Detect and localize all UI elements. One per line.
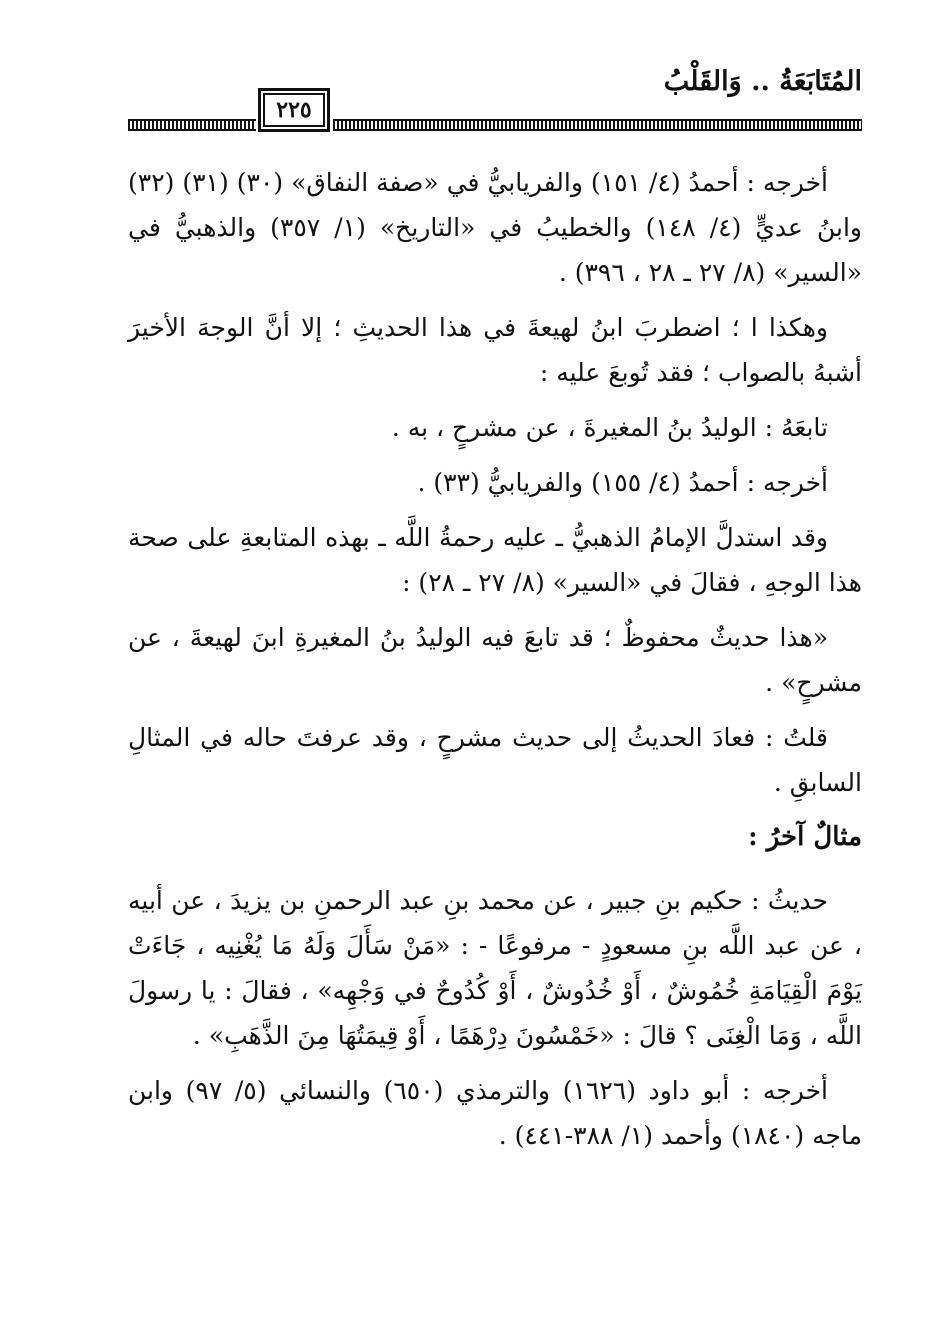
hadith-paragraph: حديثُ : حكيم بنِ جبير ، عن محمد بنِ عبد الرحمنِ بن يزيدَ ، عن أبيه ، عن عبد اللَّه بنِ مسعودٍ - مرفوعًا - : «مَنْ سَأَلَ وَلَهُ مَا يُغْنِيه ، جَاءَتْ يَوْمَ الْقِيَامَةِ خُمُوشٌ ، أَوْ خُدُوشٌ ، أَوْ كُدُوحٌ في وَجْهِه» ، فقالَ : يا رسولَ اللَّه ، وَمَا الْغِنَى ؟ قالَ : «خَمْسُونَ دِرْهَمًا ، أَوْ قِيمَتُهَا مِنَ الذَّهَبِ» .: [128, 886, 862, 1050]
paragraph-3: تابعَهُ : الوليدُ بنُ المغيرةَ ، عن مشرحٍ ، به .: [391, 413, 828, 442]
header-rule-left: [128, 119, 256, 131]
paragraph-2: وهكذا ا ؛ اضطربَ ابنُ لهيعةَ في هذا الحديثِ ؛ إلا أنَّ الوجهَ الأخيرَ أشبهُ بالصواب ؛ فقد تُوبعَ عليه :: [128, 313, 862, 387]
running-head: المُتَابَعَةُ .. وَالقَلْبُ: [663, 66, 862, 97]
header-rule-right: [333, 119, 862, 131]
takhrij-paragraph: أخرجه : أبو داود (١٦٢٦) والترمذي (٦٥٠) والنسائي (٥/ ٩٧) وابن ماجه (١٨٤٠) وأحمد (١/ ٣٨٨-٤٤١) .: [128, 1076, 862, 1150]
paragraph-7: قلتُ : فعادَ الحديثُ إلى حديث مشرحٍ ، وقد عرفتَ حاله في المثالِ السابقِ .: [128, 723, 862, 797]
subheading: مثالٌ آخرُ :: [748, 822, 862, 852]
page-number: ٢٢٥: [258, 88, 330, 132]
page-body: [128, 160, 862, 1168]
paragraph-1: أخرجه : أحمدُ (٤/ ١٥١) والفريابيُّ في «صفة النفاق» (٣٠) (٣١) (٣٢) وابنُ عديٍّ (٤/ ١٤٨) والخطيبُ في «التاريخ» (١/ ٣٥٧) والذهبيُّ في «السير» (٨/ ٢٧ ـ ٢٨ ، ٣٩٦) .: [128, 168, 862, 287]
paragraph-5: وقد استدلَّ الإمامُ الذهبيُّ ـ عليه رحمةُ اللَّه ـ بهذه المتابعةِ على صحة هذا الوجهِ ، فقالَ في «السير» (٨/ ٢٧ ـ ٢٨) :: [128, 523, 862, 597]
paragraph-4: أخرجه : أحمدُ (٤/ ١٥٥) والفريابيُّ (٣٣) .: [417, 468, 828, 497]
paragraph-6: «هذا حديثٌ محفوظٌ ؛ قد تابعَ فيه الوليدُ بنُ المغيرةِ ابنَ لهيعةَ ، عن مشرحٍ» .: [128, 623, 862, 697]
